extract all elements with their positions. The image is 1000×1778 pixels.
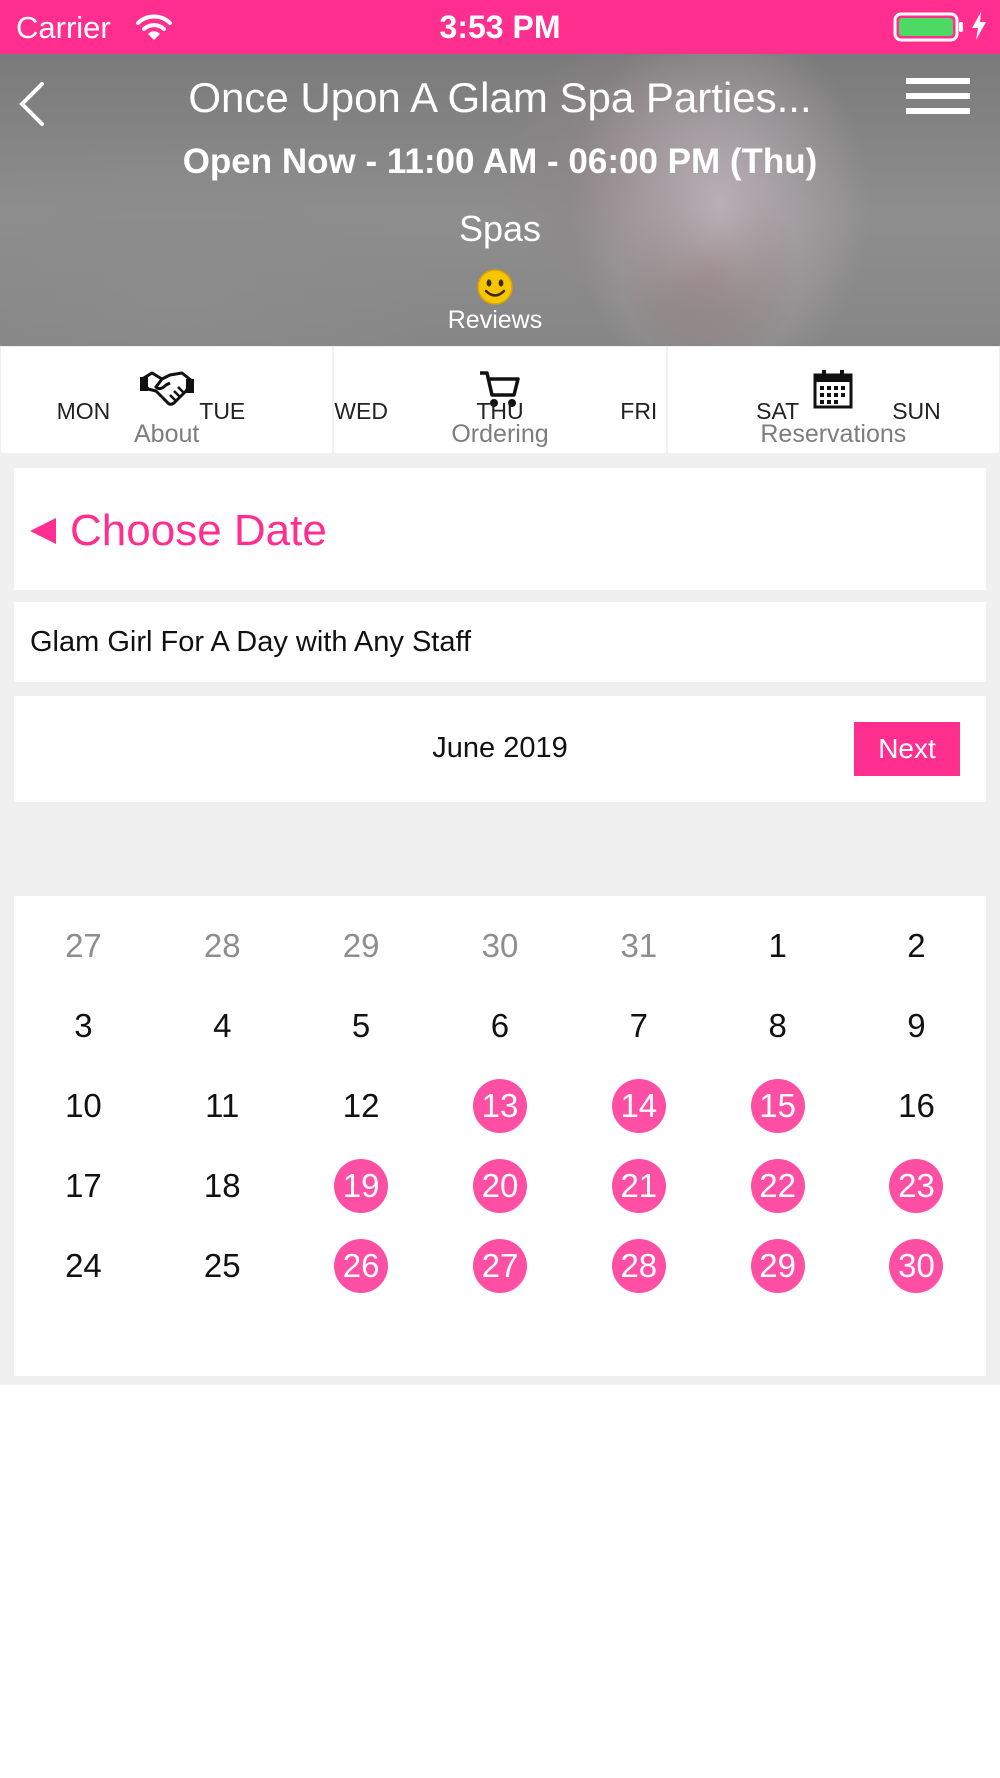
adjacent-month-day <box>569 906 708 986</box>
weekday-label: MON <box>56 398 111 424</box>
day-number: 17 <box>65 1167 102 1204</box>
day-number: 29 <box>342 927 380 964</box>
available-day[interactable] <box>708 1226 847 1306</box>
smiley-icon[interactable] <box>476 268 514 311</box>
available-day[interactable] <box>431 1226 570 1306</box>
service-name: Glam Girl For A Day with Any Staff <box>30 626 472 658</box>
tab-reservations-label: Reservations <box>760 420 907 448</box>
calendar-week <box>14 986 986 1066</box>
day-number: 27 <box>473 1239 527 1293</box>
status-bar <box>0 0 1000 54</box>
calendar-day <box>708 906 847 986</box>
calendar-day <box>14 1066 153 1146</box>
available-day[interactable] <box>431 1146 570 1226</box>
calendar-week <box>14 906 986 986</box>
weekday-label: WED <box>334 398 388 424</box>
day-number: 9 <box>907 1007 926 1044</box>
charging-bolt-icon <box>970 11 988 46</box>
tab-ordering-label: Ordering <box>451 420 549 448</box>
day-number: 8 <box>768 1007 787 1044</box>
calendar-day <box>847 906 986 986</box>
calendar-day <box>153 1066 292 1146</box>
adjacent-month-day <box>431 906 570 986</box>
day-number: 29 <box>751 1239 805 1293</box>
clock: 3:53 PM <box>439 9 561 45</box>
carrier-label: Carrier <box>16 10 111 45</box>
day-number: 25 <box>203 1247 241 1284</box>
weekday-label: SAT <box>756 398 800 424</box>
calendar-day <box>431 986 570 1066</box>
calendar-day <box>14 1146 153 1226</box>
triangle-left-icon[interactable] <box>30 518 56 544</box>
weekday-header <box>14 380 986 440</box>
adjacent-month-day <box>153 906 292 986</box>
day-number: 23 <box>889 1159 943 1213</box>
available-day[interactable] <box>847 1146 986 1226</box>
next-month-button[interactable]: Next <box>854 722 960 776</box>
day-number: 7 <box>629 1007 648 1044</box>
calendar-week <box>14 1146 986 1226</box>
day-number: 30 <box>889 1239 943 1293</box>
day-number: 10 <box>65 1087 102 1124</box>
calendar-week <box>14 1066 986 1146</box>
weekday-label: TUE <box>199 398 246 424</box>
business-category: Spas <box>458 208 542 249</box>
day-number: 22 <box>751 1159 805 1213</box>
hamburger-menu-icon[interactable] <box>906 78 970 122</box>
calendar-day <box>153 986 292 1066</box>
day-number: 26 <box>334 1239 388 1293</box>
calendar-day <box>847 1066 986 1146</box>
day-number: 28 <box>612 1239 666 1293</box>
business-name: Once Upon A Glam Spa Parties... <box>188 74 812 121</box>
current-month: June 2019 <box>432 732 568 764</box>
adjacent-month-day <box>292 906 431 986</box>
weekday-label: FRI <box>620 398 658 424</box>
day-number: 21 <box>612 1159 666 1213</box>
day-number: 13 <box>473 1079 527 1133</box>
available-day[interactable] <box>708 1066 847 1146</box>
available-day[interactable] <box>569 1066 708 1146</box>
day-number: 16 <box>898 1087 935 1124</box>
available-day[interactable] <box>431 1066 570 1146</box>
day-number: 11 <box>205 1087 240 1124</box>
available-day[interactable] <box>847 1226 986 1306</box>
day-number: 14 <box>612 1079 666 1133</box>
day-number: 6 <box>490 1007 510 1044</box>
calendar-day <box>14 1226 153 1306</box>
reviews-link[interactable]: Reviews <box>447 306 543 334</box>
available-day[interactable] <box>569 1226 708 1306</box>
day-number: 2 <box>907 927 926 964</box>
tab-about-label: About <box>133 420 200 448</box>
day-number: 4 <box>213 1007 232 1044</box>
day-number: 20 <box>473 1159 527 1213</box>
calendar-day <box>153 1226 292 1306</box>
battery-icon <box>893 12 965 47</box>
available-day[interactable] <box>292 1146 431 1226</box>
calendar-day <box>292 986 431 1066</box>
day-number: 31 <box>620 927 658 964</box>
calendar-day <box>14 986 153 1066</box>
day-number: 24 <box>65 1247 102 1284</box>
adjacent-month-day <box>14 906 153 986</box>
day-number: 28 <box>203 927 241 964</box>
day-number: 12 <box>342 1087 380 1124</box>
calendar-day <box>847 986 986 1066</box>
available-day[interactable] <box>569 1146 708 1226</box>
day-number: 30 <box>481 927 519 964</box>
calendar-week <box>14 1226 986 1306</box>
calendar-day <box>292 1066 431 1146</box>
selected-service <box>14 602 986 682</box>
calendar-day <box>569 986 708 1066</box>
choose-date-header[interactable] <box>14 468 986 590</box>
available-day[interactable] <box>708 1146 847 1226</box>
calendar-day <box>708 986 847 1066</box>
business-header <box>0 54 1000 346</box>
weekday-label: SUN <box>892 398 941 424</box>
day-number: 19 <box>334 1159 388 1213</box>
available-day[interactable] <box>292 1226 431 1306</box>
day-number: 15 <box>751 1079 805 1133</box>
calendar-day <box>153 1146 292 1226</box>
day-number: 18 <box>203 1167 241 1204</box>
calendar-grid <box>14 896 986 1376</box>
day-number: 27 <box>65 927 102 964</box>
day-number: 1 <box>768 927 787 964</box>
choose-date-title: Choose Date <box>70 506 327 555</box>
month-navigator <box>14 696 986 802</box>
day-number: 3 <box>74 1007 93 1044</box>
open-hours: Open Now - 11:00 AM - 06:00 PM (Thu) <box>182 142 818 181</box>
day-number: 5 <box>351 1007 371 1044</box>
weekday-label: THU <box>476 398 524 424</box>
